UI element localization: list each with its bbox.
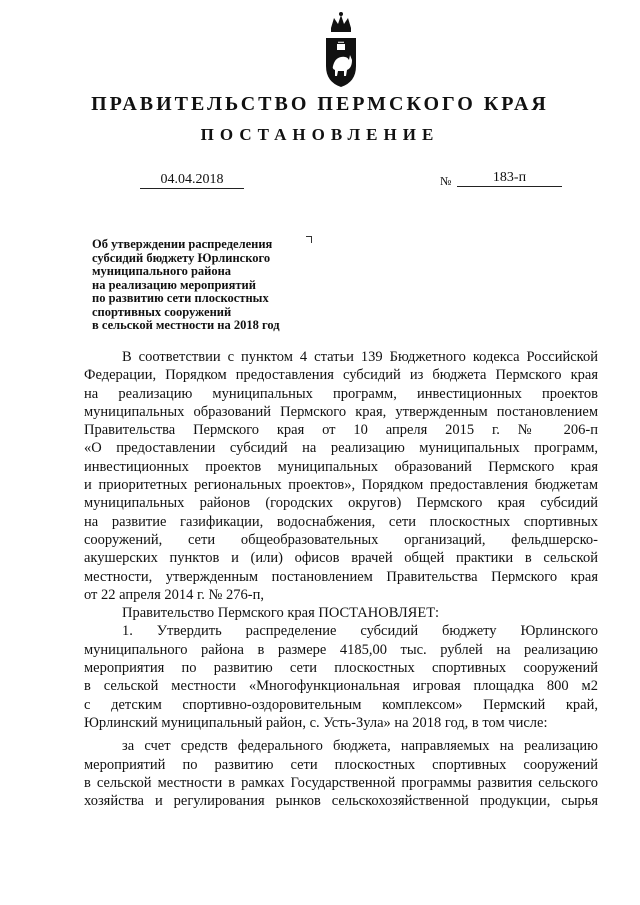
subject-line: Об утверждении распределения <box>92 237 273 251</box>
document-type: ПОСТАНОВЛЕНИЕ <box>200 125 440 144</box>
body-line: инвестиционных проектов муниципальных образований Пермского края <box>84 458 598 475</box>
body-line: местности, утвержденным постановлением Правительства Пермского края <box>84 568 598 585</box>
decree-line: Правительство Пермского края ПОСТАНОВЛЯЕТ: <box>122 605 440 622</box>
item-1-line: в сельской местности «Многофункциональная игровая площадка 800 м2 <box>84 678 598 695</box>
subject-line: на реализацию мероприятий <box>92 277 256 292</box>
document-date: 04.04.2018 <box>140 172 244 189</box>
body-line: от 22 апреля 2014 г. № 276-п, <box>84 586 264 603</box>
body-line: Правительства Пермского края от 10 апреля 2015 г. № 206-п <box>84 422 598 439</box>
item-1-line: муниципального района в размере 4185,00 тыс. рублей на реализацию <box>84 641 598 658</box>
number-sign: № <box>440 174 452 188</box>
subject-line: муниципального района <box>92 264 232 278</box>
coat-of-arms-icon <box>323 10 359 88</box>
document-subject <box>92 238 332 333</box>
document-body <box>84 348 598 810</box>
body-line: В соответствии с пунктом 4 статьи 139 Бюджетного кодекса Российской <box>122 349 598 365</box>
body-line: и приоритетных региональных проектов», Порядком предоставления бюджетам <box>84 477 598 494</box>
federal-line: мероприятий по развитию сети плоскостных спортивных сооружений <box>84 756 598 773</box>
federal-line: хозяйства и регулирования рынков сельскохозяйственной продукции, сырья <box>84 793 598 810</box>
subject-line: по развитию сети плоскостных <box>92 291 269 305</box>
body-line: сооружений, сети общеобразовательных организаций, фельдшерско- <box>84 531 598 548</box>
body-line: на развитие газификации, водоснабжения, сети плоскостных спортивных <box>84 513 598 530</box>
body-line: «О предоставлении субсидий на реализацию муниципальных программ, <box>84 440 598 457</box>
body-line: акушерских пунктов и (или) офисов врачей общей практики в сельской <box>84 550 598 567</box>
item-1-line: 1. Утвердить распределение субсидий бюджету Юрлинского <box>122 623 598 640</box>
subject-line: субсидий бюджету Юрлинского <box>92 250 271 265</box>
body-line: Федерации, Порядком предоставления субсидий из бюджета Пермского края <box>84 367 598 384</box>
item-1-line: Юрлинский муниципальный район, с. Усть-Зула» на 2018 год, в том числе: <box>84 714 548 731</box>
government-title: ПРАВИТЕЛЬСТВО ПЕРМСКОГО КРАЯ <box>91 93 549 115</box>
subject-line: спортивных сооружений <box>92 304 232 319</box>
item-1-line: с детским спортивно-оздоровительным комплексом» Пермский край, <box>84 696 598 713</box>
item-1-line: мероприятия по развитию сети плоскостных спортивных сооружений <box>84 660 598 677</box>
federal-line: в сельской местности в рамках Государственной программы развития сельского <box>84 774 598 791</box>
document-number: 183-п <box>457 170 562 187</box>
body-line: муниципальных районов (городских округов) Пермского края субсидий <box>84 495 598 512</box>
body-line: муниципальных образований Пермского края, утвержденным постановлением <box>84 403 598 420</box>
federal-line: за счет средств федерального бюджета, направляемых на реализацию <box>122 738 598 755</box>
subject-line: в сельской местности на 2018 год <box>92 318 280 332</box>
body-line: на реализацию муниципальных программ, инвестиционных проектов <box>84 385 598 402</box>
